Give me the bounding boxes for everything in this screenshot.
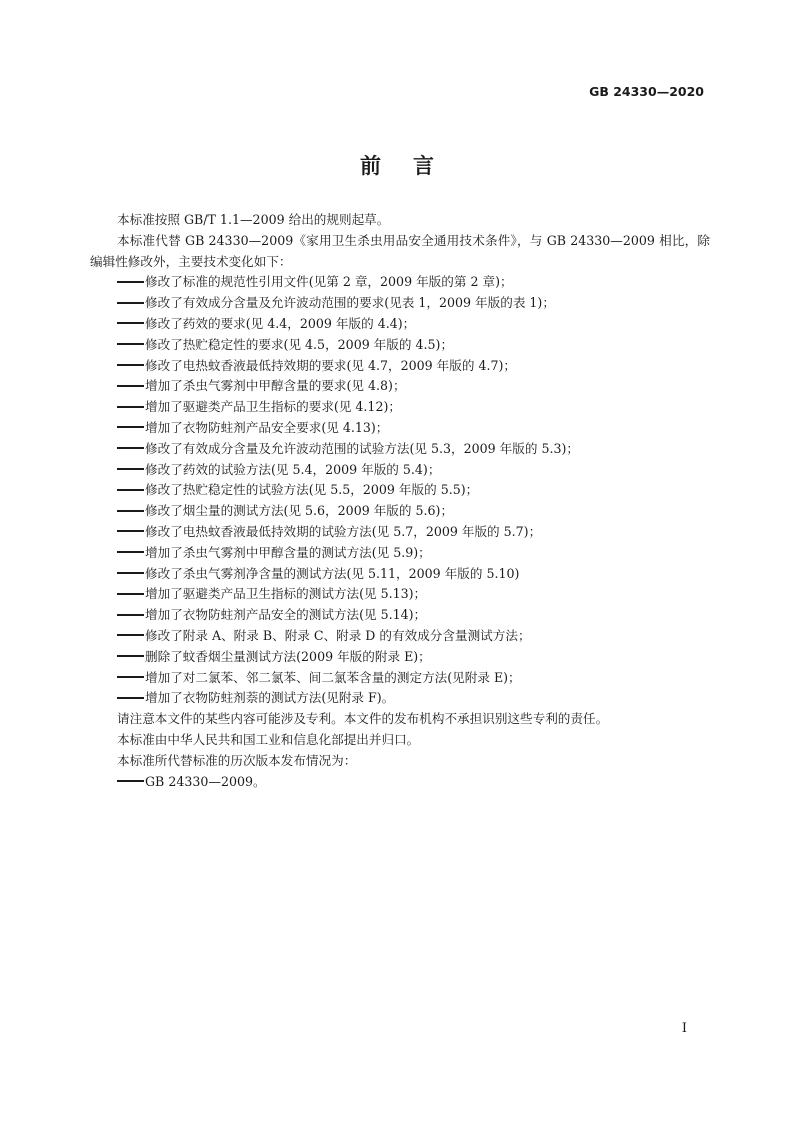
list-item: 修改了附录 A、附录 B、附录 C、附录 D 的有效成分含量测试方法； [90,626,710,647]
page-title: 前言 [360,154,466,178]
dash-mark [117,697,144,699]
list-item: 增加了驱避类产品卫生指标的要求(见 4.12)； [90,397,710,418]
paragraph-proposer: 本标准由中华人民共和国工业和信息化部提出并归口。 [117,731,420,747]
dash-mark [117,530,144,532]
list-item: 修改了标准的规范性引用文件(见第 2 章，2009 年版的第 2 章)； [90,272,710,293]
paragraph-history-intro: 本标准所代替标准的历次版本发布情况为： [117,752,357,768]
document-body [90,210,710,792]
dash-mark [117,780,144,782]
dash-mark [117,447,144,449]
paragraph-patent-notice: 请注意本文件的某些内容可能涉及专利。本文件的发布机构不承担识别这些专利的责任。 [117,711,609,727]
list-item: 增加了衣物防蛀剂产品安全的测试方法(见 5.14)； [90,605,710,626]
list-item: 删除了蚊香烟尘量测试方法(2009 年版的附录 E)； [90,647,710,668]
dash-mark [117,634,144,636]
dash-mark [117,572,144,574]
dash-mark [117,510,144,512]
list-item: 修改了药效的试验方法(见 5.4，2009 年版的 5.4)； [90,460,710,481]
dash-mark [117,343,144,345]
dash-mark [117,551,144,553]
standard-code: GB 24330—2020 [589,84,704,99]
dash-mark [117,426,144,428]
dash-mark [117,406,144,408]
dash-mark [117,385,144,387]
list-item: 增加了对二氯苯、邻二氯苯、间二氯苯含量的测定方法(见附录 E)； [90,668,710,689]
list-item: 增加了杀虫气雾剂中甲醇含量的要求(见 4.8)； [90,376,710,397]
page-number: I [681,1021,687,1036]
paragraph-drafting-rules: 本标准按照 GB/T 1.1—2009 给出的规则起草。 [117,212,390,227]
list-item: 修改了有效成分含量及允许波动范围的要求(见表 1，2009 年版的表 1)； [90,293,710,314]
dash-mark [117,655,144,657]
list-item: 修改了有效成分含量及允许波动范围的试验方法(见 5.3，2009 年版的 5.3)； [90,439,710,460]
list-item: 修改了电热蚊香液最低持效期的要求(见 4.7，2009 年版的 4.7)； [90,356,710,377]
list-item: 修改了热贮稳定性的要求(见 4.5，2009 年版的 4.5)； [90,335,710,356]
dash-mark [117,322,144,324]
list-item: 增加了驱避类产品卫生指标的测试方法(见 5.13)； [90,584,710,605]
list-item: 修改了电热蚊香液最低持效期的试验方法(见 5.7，2009 年版的 5.7)； [90,522,710,543]
list-item: 修改了烟尘量的测试方法(见 5.6，2009 年版的 5.6)； [90,501,710,522]
list-item: 增加了杀虫气雾剂中甲醇含量的测试方法(见 5.9)； [90,543,710,564]
dash-mark [117,489,144,491]
dash-mark [117,468,144,470]
list-item: 修改了药效的要求(见 4.4，2009 年版的 4.4)； [90,314,710,335]
dash-mark [117,614,144,616]
list-item: 修改了热贮稳定性的试验方法(见 5.5，2009 年版的 5.5)； [90,480,710,501]
dash-mark [117,593,144,595]
list-item: 修改了杀虫气雾剂净含量的测试方法(见 5.11，2009 年版的 5.10) [90,564,710,585]
dash-mark [117,281,144,283]
dash-mark [117,676,144,678]
history-item: GB 24330—2009。 [90,772,710,793]
dash-mark [117,364,144,366]
paragraph-replacement: 本标准代替 GB 24330—2009《家用卫生杀虫用品安全通用技术条件》，与 GB 24330—2009 相比，除编辑性修改外，主要技术变化如下： [90,232,710,269]
dash-mark [117,302,144,304]
list-item: 增加了衣物防蛀剂产品安全要求(见 4.13)； [90,418,710,439]
list-item: 增加了衣物防蛀剂萘的测试方法(见附录 F)。 [90,688,710,709]
